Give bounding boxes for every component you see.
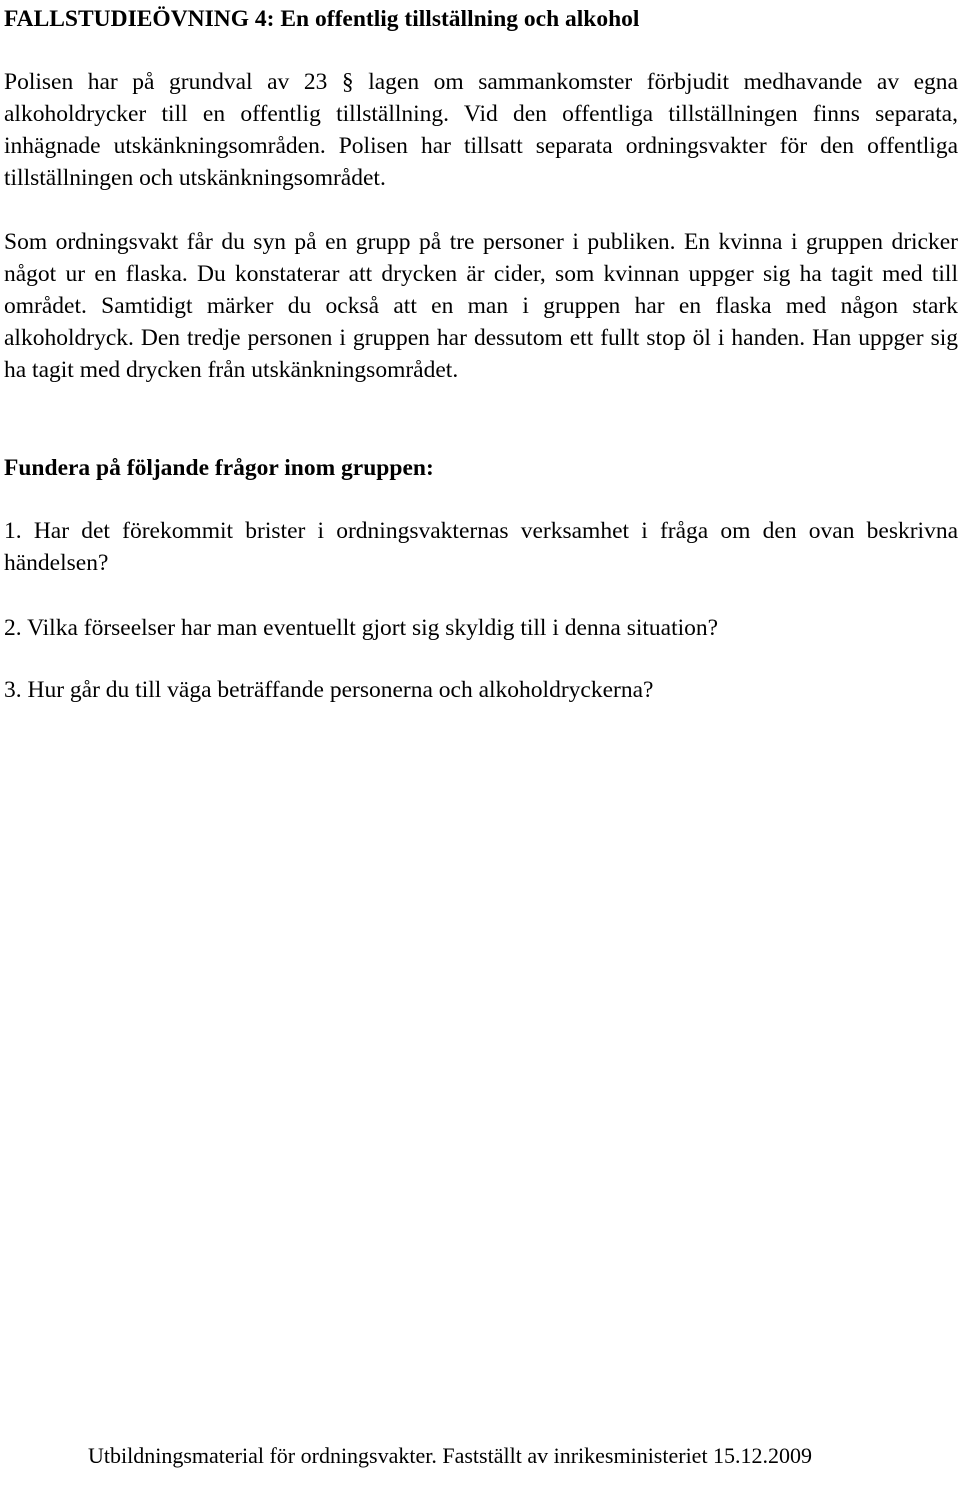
question-2: 2. Vilka förseelser har man eventuellt gjort sig skyldig till i denna situation?: [4, 615, 719, 641]
case-paragraph-situation: Som ordningsvakt får du syn på en grupp på tre personer i publiken. En kvinna i gruppen dricker något ur en flaska. Du konstaterar att drycken är cider, som kvinnan uppger sig ha tagit med till området. Samtidigt märker du också att en man i gruppen har en flaska med någon stark alkoholdryck. Den tredje personen i gruppen har dessutom ett fullt stop öl i handen. Han uppger sig ha tagit med drycken från utskänkningsområdet.: [4, 229, 958, 383]
document-title: FALLSTUDIEÖVNING 4: En offentlig tillställning och alkohol: [4, 6, 640, 32]
footer-note: Utbildningsmaterial för ordningsvakter. Fastställt av inrikesministeriet 15.12.2009: [88, 1443, 813, 1468]
case-paragraph-background: Polisen har på grundval av 23 § lagen om sammankomster förbjudit medhavande av egna alkoholdrycker till en offentlig tillställning. Vid den offentliga tillställningen finns separata, inhägnade utskänkningsområden. Polisen har tillsatt separata ordningsvakter för den offentliga tillställningen och utskänkningsområdet.: [4, 69, 958, 191]
question-3: 3. Hur går du till väga beträffande personerna och alkoholdryckerna?: [4, 677, 654, 703]
questions-heading: Fundera på följande frågor inom gruppen:: [4, 455, 434, 481]
question-1: 1. Har det förekommit brister i ordningsvakternas verksamhet i fråga om den ovan beskrivna händelsen?: [4, 518, 958, 576]
